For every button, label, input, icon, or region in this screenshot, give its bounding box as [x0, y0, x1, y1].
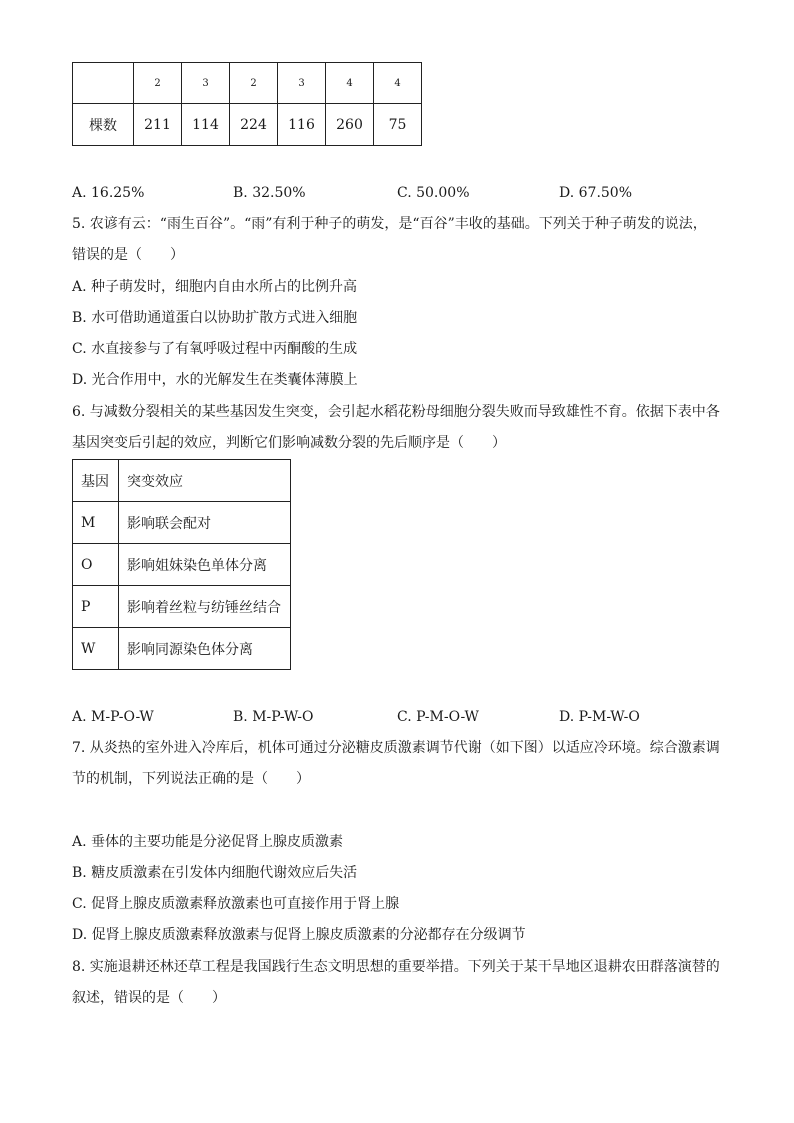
q5-option-b: B. 水可借助通道蛋白以协助扩散方式进入细胞: [72, 310, 358, 326]
option-b: B. M-P-W-O: [233, 709, 314, 725]
table-cell: 211: [134, 104, 182, 146]
q6-stem-line1: 6. 与减数分裂相关的某些基因发生突变，会引起水稻花粉母细胞分裂失败而导致雄性不育。依据下表中各: [72, 404, 720, 420]
plant-count-table: [72, 62, 422, 146]
table-cell: 棵数: [73, 104, 134, 146]
table-cell: 3: [182, 63, 230, 104]
q5-option-a: A. 种子萌发时，细胞内自由水所占的比例升高: [72, 279, 358, 295]
table-header-row: [73, 460, 291, 502]
table-cell: M: [73, 502, 119, 544]
option-a: A. M-P-O-W: [72, 709, 154, 725]
table-cell: [73, 63, 134, 104]
table-row: [73, 628, 291, 670]
q7-option-d: D. 促肾上腺皮质激素释放激素与促肾上腺皮质激素的分泌都存在分级调节: [72, 927, 526, 943]
table-cell: 4: [374, 63, 422, 104]
q7-stem-line1: 7. 从炎热的室外进入冷库后，机体可通过分泌糖皮质激素调节代谢（如下图）以适应冷环境。综合激素调: [72, 740, 720, 756]
q6-stem-line2: 基因突变后引起的效应，判断它们影响减数分裂的先后顺序是（ ）: [72, 435, 506, 451]
q5-option-c: C. 水直接参与了有氧呼吸过程中丙酮酸的生成: [72, 341, 358, 357]
table-cell: 75: [374, 104, 422, 146]
table-cell: 影响着丝粒与纺锤丝结合: [119, 586, 291, 628]
table-cell: O: [73, 544, 119, 586]
q5-stem-line2: 错误的是（ ）: [72, 247, 184, 263]
table-cell: 3: [278, 63, 326, 104]
q7-stem-line2: 节的机制，下列说法正确的是（ ）: [72, 771, 310, 787]
q7-option-b: B. 糖皮质激素在引发体内细胞代谢效应后失活: [72, 865, 358, 881]
option-d: D. P-M-W-O: [559, 709, 640, 725]
q4-options: [72, 183, 722, 203]
table-cell: 116: [278, 104, 326, 146]
q8-stem-line1: 8. 实施退耕还林还草工程是我国践行生态文明思想的重要举措。下列关于某干旱地区退耕农田群落演替的: [72, 959, 720, 975]
table-row: [73, 586, 291, 628]
q5-option-d: D. 光合作用中，水的光解发生在类囊体薄膜上: [72, 372, 358, 388]
option-b: B. 32.50%: [233, 185, 306, 201]
table-cell: 影响联会配对: [119, 502, 291, 544]
gene-mutation-table: [72, 459, 291, 670]
q7-option-a: A. 垂体的主要功能是分泌促肾上腺皮质激素: [72, 834, 344, 850]
q8-stem-line2: 叙述，错误的是（ ）: [72, 990, 226, 1006]
option-a: A. 16.25%: [72, 185, 145, 201]
table-cell: 260: [326, 104, 374, 146]
table-cell: 影响姐妹染色单体分离: [119, 544, 291, 586]
table-row: [73, 63, 422, 104]
q5-stem-line1: 5. 农谚有云：“雨生百谷”。“雨”有利于种子的萌发，是“百谷”丰收的基础。下列关于种子萌发的说法，: [72, 216, 707, 232]
table-cell: 4: [326, 63, 374, 104]
q6-options: [72, 707, 722, 727]
table-cell: 2: [230, 63, 278, 104]
option-c: C. P-M-O-W: [397, 709, 479, 725]
table-row: [73, 502, 291, 544]
table-cell: 2: [134, 63, 182, 104]
q7-option-c: C. 促肾上腺皮质激素释放激素也可直接作用于肾上腺: [72, 896, 400, 912]
table-row: [73, 104, 422, 146]
option-c: C. 50.00%: [397, 185, 470, 201]
table-cell: 影响同源染色体分离: [119, 628, 291, 670]
table-row: [73, 544, 291, 586]
table-header-cell: 基因: [73, 460, 119, 502]
table-cell: 114: [182, 104, 230, 146]
table-header-cell: 突变效应: [119, 460, 291, 502]
table-cell: P: [73, 586, 119, 628]
option-d: D. 67.50%: [559, 185, 633, 201]
table-cell: 224: [230, 104, 278, 146]
table-cell: W: [73, 628, 119, 670]
